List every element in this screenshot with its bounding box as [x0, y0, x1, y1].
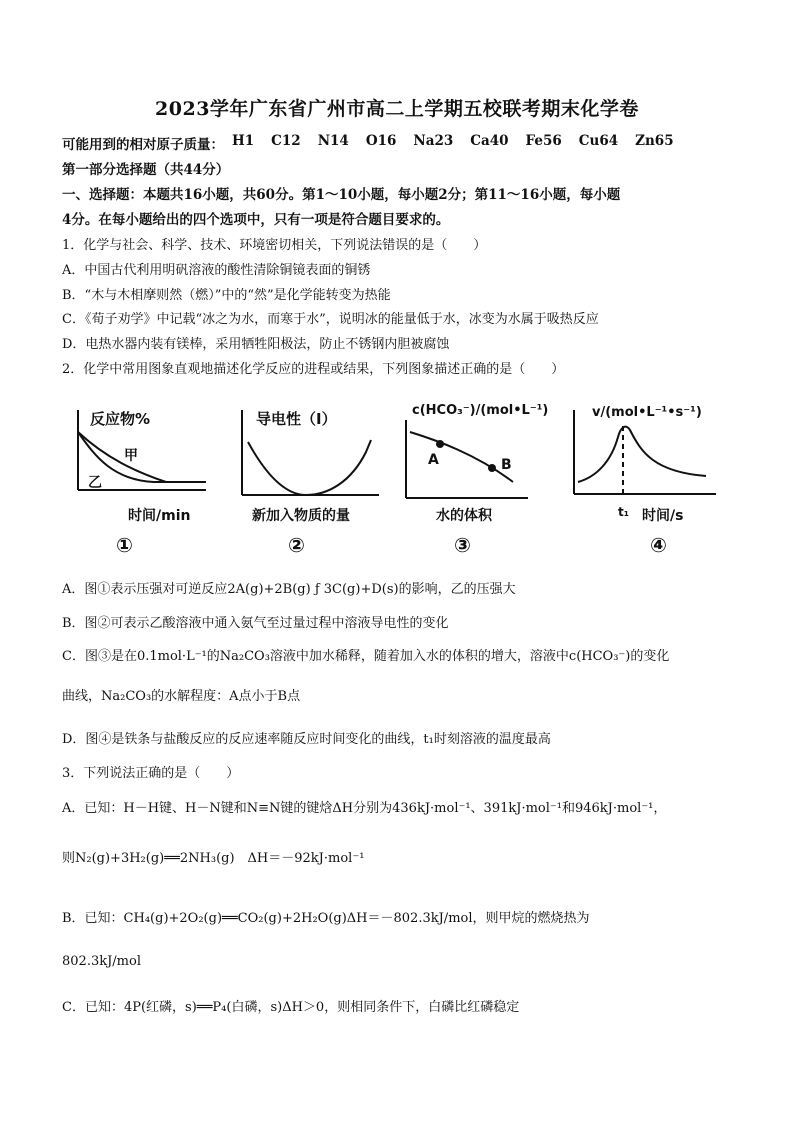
question-1-option-d: D．电热水器内装有镁棒，采用牺牲阳极法，防止不锈钢内胆被腐蚀 — [62, 337, 450, 352]
question-3-option-a-line-1: A．已知：H－H键、H－N键和N≡N键的键焓ΔH分别为436kJ·mol⁻¹、391kJ·mol⁻¹和946kJ·mol⁻¹， — [62, 801, 667, 816]
figure-4-xlabel: 时间/s — [642, 508, 684, 524]
figure-2-number: ② — [288, 533, 305, 557]
figure-3-point-a — [436, 440, 444, 448]
question-3-option-c: C．已知：4P(红磷，s)══P₄(白磷，s)ΔH＞0，则相同条件下，白磷比红磷稳定 — [62, 1000, 520, 1015]
atom-mass: Na23 — [413, 133, 454, 149]
figure-4-curve — [578, 427, 706, 482]
question-2-option-a: A．图①表示压强对可逆反应2A(g)+2B(g) ƒ 3C(g)+D(s)的影响，乙的压强大 — [62, 582, 516, 597]
atom-mass: N14 — [317, 133, 349, 149]
question-2-stem: 2．化学中常用图象直观地描述化学反应的进程或结果，下列图象描述正确的是（ ） — [62, 362, 565, 377]
figure-3-point-b-label: B — [501, 457, 512, 473]
question-1-option-c: C．《荀子劝学》中记载“冰之为水，而寒于水”，说明冰的能量低于水，冰变为水属于吸热反应 — [62, 312, 599, 327]
figure-1 — [78, 410, 206, 557]
figure-4-number: ④ — [650, 533, 667, 557]
figure-1-ylabel: 反应物% — [90, 410, 151, 428]
atom-mass: H1 — [232, 133, 255, 149]
question-2-option-c-line-2: 曲线，Na₂CO₃的水解程度：A点小于B点 — [62, 689, 301, 704]
figure-2-xlabel: 新加入物质的量 — [252, 508, 350, 524]
question-3-option-b-line-2: 802.3kJ/mol — [62, 954, 141, 969]
question-1-option-a: A．中国古代利用明矾溶液的酸性清除铜镜表面的铜锈 — [62, 263, 371, 278]
instructions-line-1: 一、选择题：本题共16小题，共60分。第1～10小题，每小题2分；第11～16小题，每小题 — [62, 187, 621, 203]
figure-3-point-b — [488, 464, 496, 472]
atom-mass: Ca40 — [470, 133, 509, 149]
figure-1-curve-label-yi: 乙 — [88, 475, 102, 491]
figure-2-curve — [248, 440, 371, 495]
figure-1-xlabel: 时间/min — [128, 508, 191, 524]
atomic-masses-label: 可能用到的相对原子质量： — [62, 137, 224, 153]
question-1-option-b: B．“木与木相摩则然（燃）”中的“然”是化学能转变为热能 — [62, 288, 391, 303]
figure-3-xlabel: 水的体积 — [436, 508, 492, 524]
figure-3-number: ③ — [454, 533, 471, 557]
figure-1-number: ① — [116, 533, 133, 557]
atom-mass: Fe56 — [525, 133, 562, 149]
section-heading: 第一部分选择题（共44分） — [62, 162, 230, 178]
question-3-option-b-line-1: B．已知：CH₄(g)+2O₂(g)══CO₂(g)+2H₂O(g)ΔH＝－802.3kJ/mol，则甲烷的燃烧热为 — [62, 911, 590, 926]
figure-2 — [242, 410, 379, 557]
figure-3-curve — [410, 432, 513, 482]
atom-mass: C12 — [271, 133, 301, 149]
question-1-stem: 1．化学与社会、科学、技术、环境密切相关，下列说法错误的是（ ） — [62, 238, 487, 253]
question-2-option-c-line-1: C．图③是在0.1mol·L⁻¹的Na₂CO₃溶液中加水稀释，随着加入水的体积的增大，溶液中c(HCO₃⁻)的变化 — [62, 649, 670, 664]
atomic-masses — [62, 133, 691, 153]
instructions-line-2: 4分。在每小题给出的四个选项中，只有一项是符合题目要求的。 — [62, 212, 450, 228]
question-3-option-a-line-2: 则N₂(g)+3H₂(g)══2NH₃(g) ΔH＝－92kJ·mol⁻¹ — [62, 851, 365, 866]
figure-4-tick-t1: t₁ — [618, 505, 629, 519]
figure-3 — [406, 403, 548, 557]
atom-mass: Zn65 — [635, 133, 674, 149]
figure-3-point-a-label: A — [428, 452, 439, 468]
page-title: 2023学年广东省广州市高二上学期五校联考期末化学卷 — [155, 98, 639, 120]
figure-2-ylabel: 导电性（I） — [256, 410, 337, 428]
figure-4-ylabel: v/(mol•L⁻¹•s⁻¹) — [592, 405, 702, 420]
question-3-stem: 3．下列说法正确的是（ ） — [62, 766, 240, 781]
atom-mass: Cu64 — [578, 133, 619, 149]
atom-mass: O16 — [365, 133, 397, 149]
question-2-option-d: D．图④是铁条与盐酸反应的反应速率随反应时间变化的曲线，t₁时刻溶液的温度最高 — [62, 732, 551, 747]
figure-3-ylabel: c(HCO₃⁻)/(mol•L⁻¹) — [412, 403, 549, 418]
question-2-option-b: B．图②可表示乙酸溶液中通入氨气至过量过程中溶液导电性的变化 — [62, 616, 449, 631]
question-2-figures — [66, 392, 726, 564]
figure-1-curve-label-jia: 甲 — [124, 448, 138, 464]
figure-4 — [574, 405, 716, 557]
